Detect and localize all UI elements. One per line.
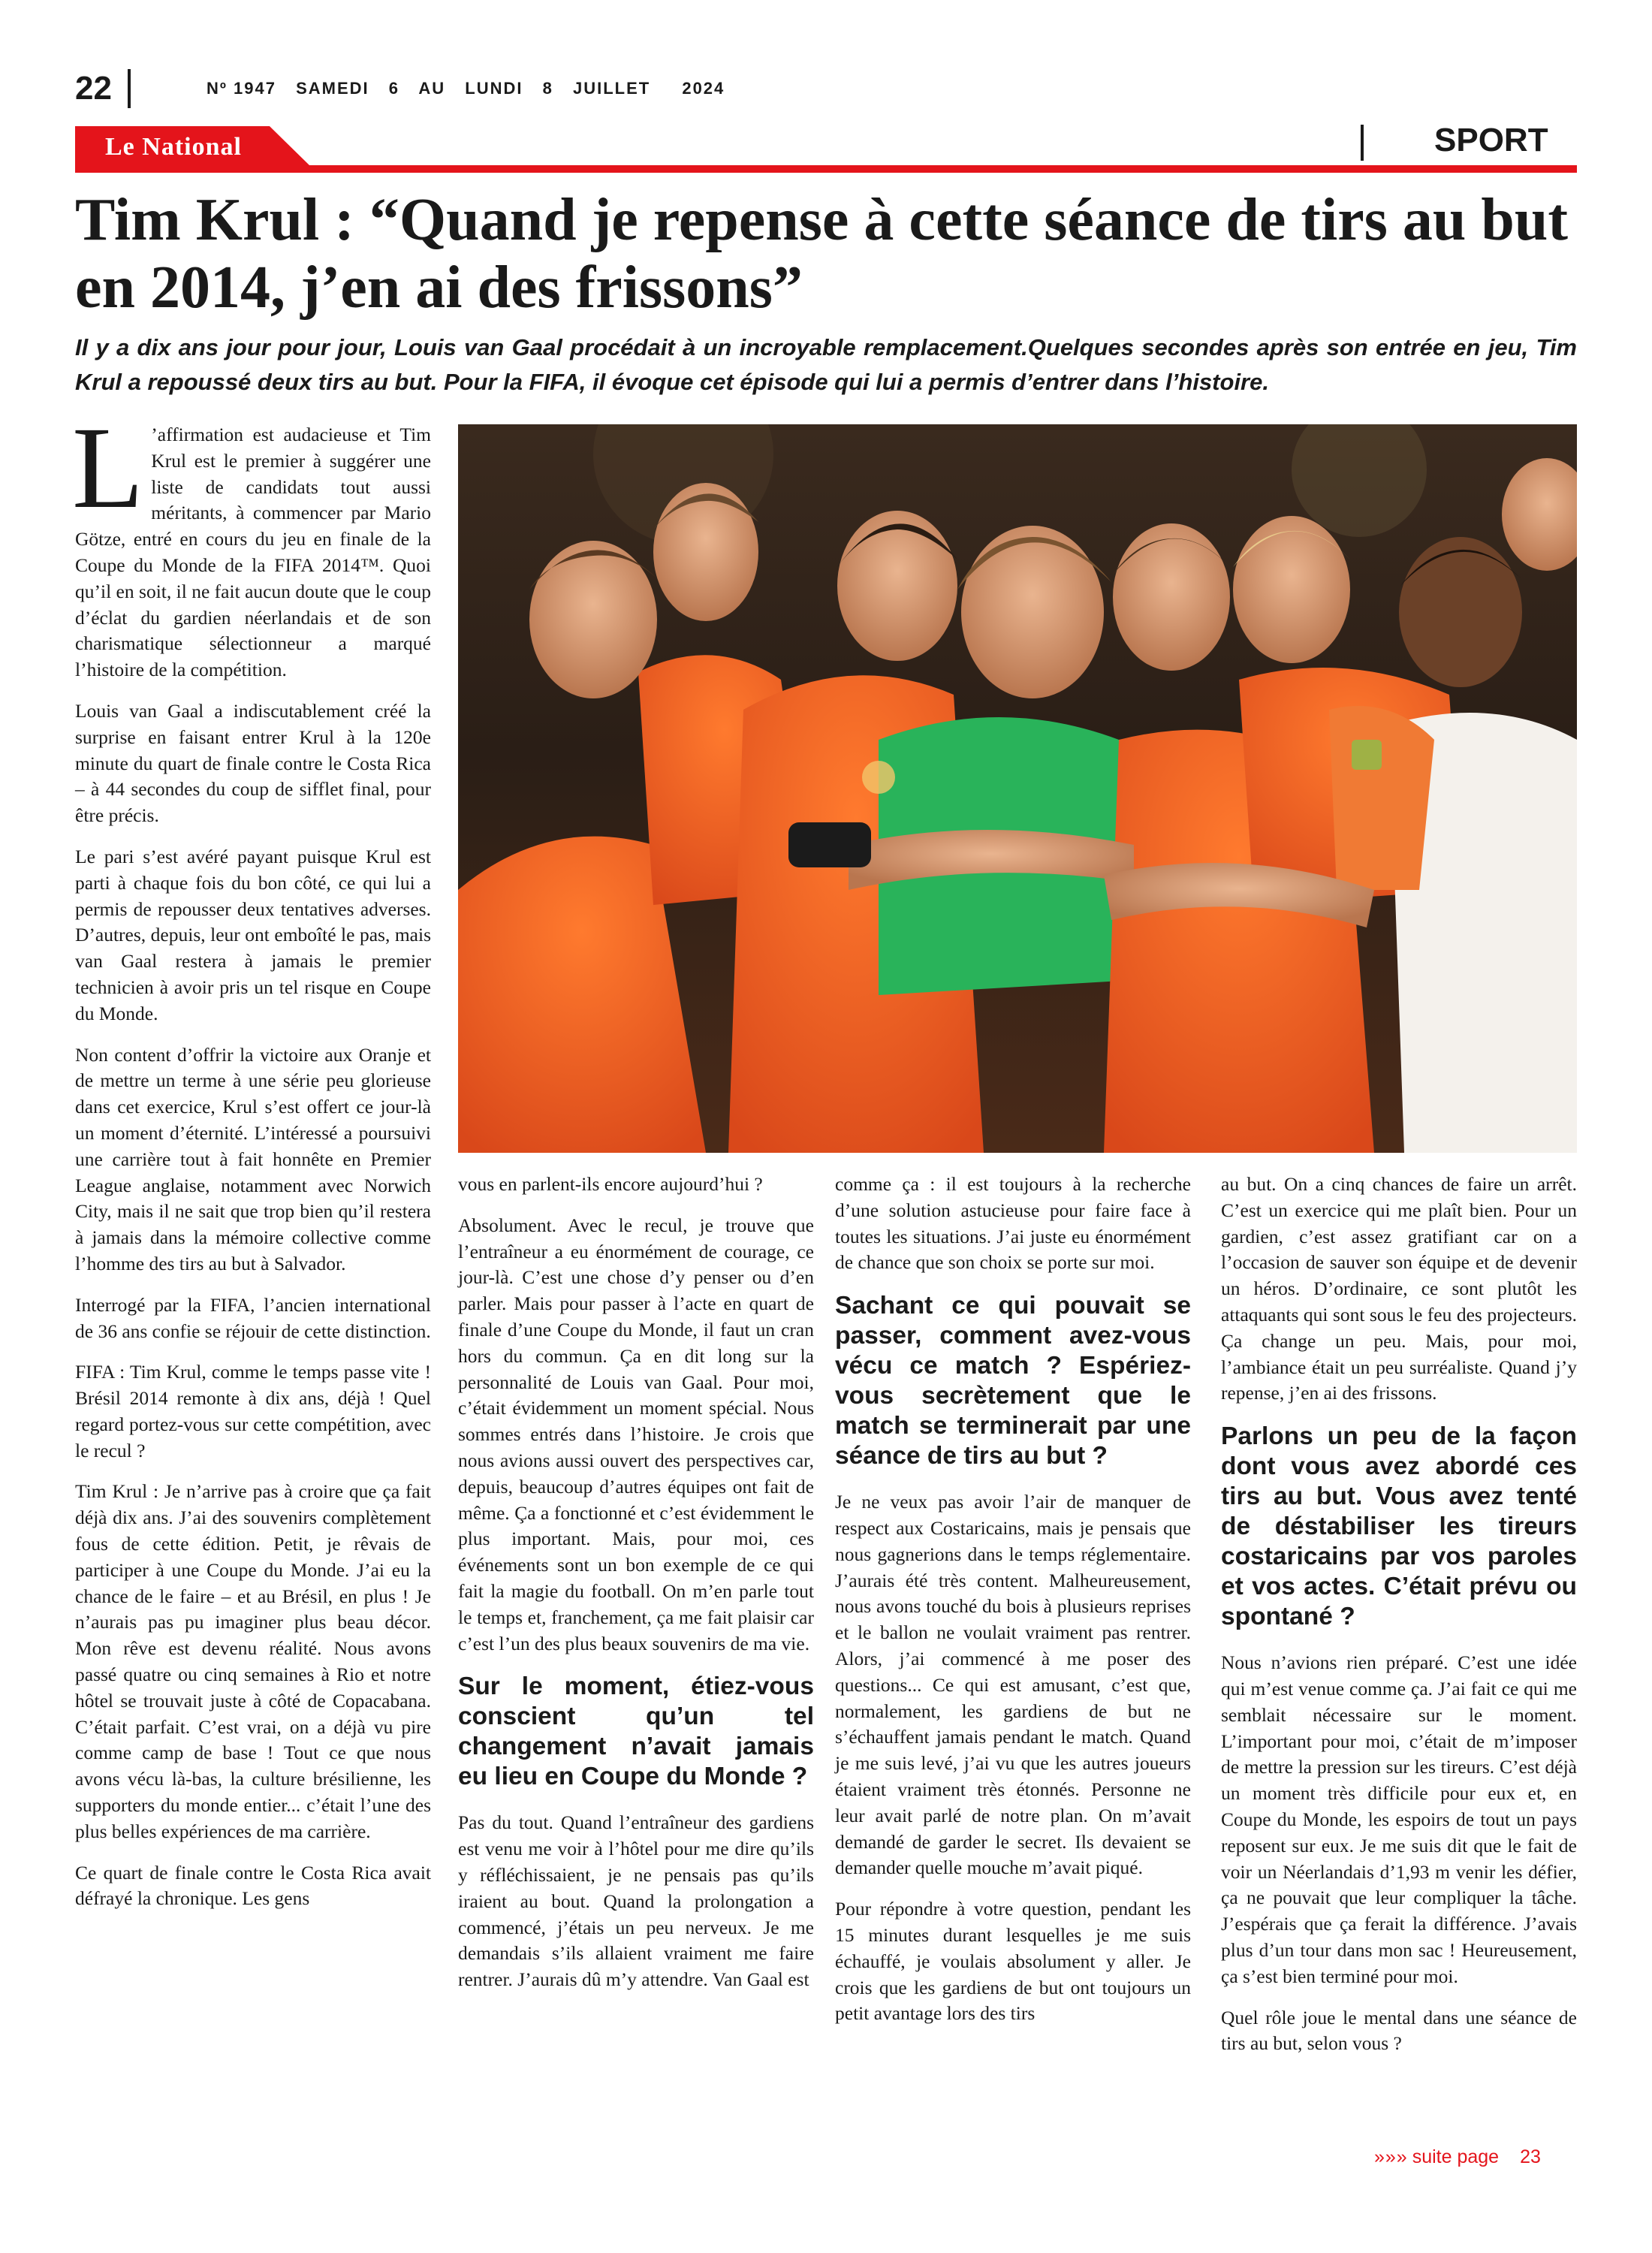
interview-question: vous en parlent-ils encore aujourd’hui ? bbox=[458, 1173, 763, 1195]
interview-question-heading: Sur le moment, étiez-vous conscient qu’un tel changement n’avait jamais eu lieu en Coupe du Monde ? bbox=[458, 1672, 814, 1791]
continuation-link[interactable] bbox=[1374, 2146, 1541, 2168]
page-number-divider bbox=[128, 69, 131, 108]
newspaper-brand: Le National bbox=[105, 133, 242, 161]
article-column-1 bbox=[72, 403, 431, 1927]
interview-answer: Nous n’avions rien préparé. C’est une idée qui m’est venue comme ça. J’ai fait ce qui me semblait nécessaire sur le moment. L’important pour moi, c’était de m’imposer de mettre la pression sur les tireurs. C’est déjà un moment très difficile pour eux et, en Coupe du Monde, les espoirs de tout un pays reposent sur eux. Je me suis dit que le fait de voir un Néerlandais d’1,93 m venir les défier, ça ne pouvait que leur compliquer la tâche. J’espérais que ça ferait la différence. J’avais plus d’un tour dans mon sac ! Heureusement, ça s’est bien terminé pour moi. bbox=[1221, 1651, 1577, 1987]
date-word: LUNDI bbox=[465, 79, 523, 98]
date-word: 8 bbox=[542, 79, 553, 98]
interview-answer: comme ça : il est toujours à la recherche d’une solution astucieuse pour faire face à toutes les situations. J’ai juste eu énormément de chance que son choix se porte sur moi. bbox=[835, 1173, 1191, 1274]
paragraph: Louis van Gaal a indiscutablement créé la surprise en faisant entrer Krul à la 120e minute du quart de finale contre le Costa Rica – à 44 secondes du coup de sifflet final, pour être précis. bbox=[75, 699, 431, 827]
paragraph-text: ’affirmation est audacieuse et Tim Krul est le premier à suggérer une liste de candidats tout aussi méritants, à commencer par Mario Götze, entré en cours du jeu en finale de la Coupe du Monde de la FIFA 2014™. Quoi qu’il en soit, il ne fait aucun doute que le coup d’éclat du gardien néerlandais et de son charismatique sélectionneur a marqué l’histoire de la compétition. bbox=[75, 424, 431, 681]
interview-answer: Je ne veux pas avoir l’air de manquer de respect aux Costaricains, mais je pensais que nous gagnerions dans le temps réglementaire. J’aurais été très content. Malheureusement, nous avons touché du bois à plusieurs reprises et le ballon ne voulait vraiment pas rentrer. Alors, j’ai commencé à me poser des questions... Ce qui est amusant, c’est que, normalement, les gardiens de but ne s’échauffent jamais pendant le match. Quand je me suis levé, j’ai vu que les autres joueurs étaient vraiment très étonnés. Personne ne leur avait parlé de notre plan. On m’avait demandé de garder le secret. Ils devaient se demander quelle mouche m’avait piqué. bbox=[835, 1491, 1191, 1879]
issue-number: Nº 1947 bbox=[206, 79, 276, 98]
article-column-2 bbox=[458, 1172, 814, 2008]
issue-date-line bbox=[206, 78, 738, 99]
date-word: AU bbox=[418, 79, 446, 98]
paragraph bbox=[72, 403, 431, 683]
drop-cap: L bbox=[72, 403, 144, 532]
continuation-text: suite page bbox=[1412, 2146, 1500, 2167]
page-number: 22 bbox=[75, 70, 112, 107]
interview-question-heading: Parlons un peu de la façon dont vous avez abordé ces tirs au but. Vous avez tenté de déstabiliser les tireurs costaricains par vos paroles et vos actes. C’était prévu ou spontané ? bbox=[1221, 1422, 1577, 1631]
interview-answer: au but. On a cinq chances de faire un arrêt. C’est un exercice qui me plaît bien. Pour un gardien, c’est assez gratifiant car on a l’occasion de sauver son équipe et de devenir un héros. D’ordinaire, ce sont plutôt les attaquants qui sont sous le feu des projecteurs. Ça change un peu. Mais, pour moi, l’ambiance était un peu surréaliste. Quand j’y repense, j’en ai des frissons. bbox=[1221, 1173, 1577, 1404]
date-word: 2024 bbox=[682, 79, 725, 98]
section-divider bbox=[1361, 125, 1364, 161]
date-word: 6 bbox=[388, 79, 400, 98]
headline: Tim Krul : “Quand je repense à cette séance de tirs au but en 2014, j’en ai des frissons” bbox=[75, 187, 1569, 321]
date-word: JUILLET bbox=[572, 79, 651, 98]
paragraph: Non content d’offrir la victoire aux Oranje et de mettre un terme à une série peu glorieuse dans cet exercice, Krul s’est offert ce jour-là un moment d’éternité. L’intéressé a poursuivi une carrière tout à fait honnête en Premier League anglaise, notamment avec Norwich City, mais il ne sait que trop bien qu’il restera à jamais dans la mémoire collective comme l’homme des tirs au but à Salvador. bbox=[75, 1043, 431, 1274]
article-column-3 bbox=[835, 1172, 1191, 2042]
paragraph: Interrogé par la FIFA, l’ancien international de 36 ans confie se réjouir de cette distinction. bbox=[75, 1293, 431, 1342]
interview-answer: Absolument. Avec le recul, je trouve que l’entraîneur a eu énormément de courage, ce jour-là. C’est une chose d’y penser ou d’en parler. Mais pour passer à l’acte en quart de finale d’une Coupe du Monde, il faut un cran hors du commun. Ça en dit long sur la personnalité de Louis van Gaal. Pour moi, c’était évidemment un moment spécial. Nous sommes entrés dans l’histoire. Je crois que nous avions aussi ouvert des perspectives car, depuis, beaucoup d’autres équipes ont fait de même. Ça a fonctionné et c’est évidemment le plus important. Mais, pour moi, ces événements sont un bon exemple de ce qui fait la magie du football. On m’en parle tout le temps et, franchement, ça me fait plaisir car c’est l’un des plus beaux souvenirs de ma vie. bbox=[458, 1214, 814, 1654]
date-word: SAMEDI bbox=[296, 79, 369, 98]
interview-question: FIFA : Tim Krul, comme le temps passe vite ! Brésil 2014 remonte à dix ans, déjà ! Quel regard portez-vous sur cette compétition, avec le recul ? bbox=[75, 1361, 431, 1461]
continuation-arrows-icon: »»» bbox=[1374, 2146, 1408, 2167]
interview-question-heading: Sachant ce qui pouvait se passer, comment avez-vous vécu ce match ? Espériez-vous secrètement que le match se terminerait par une séance de tirs au but ? bbox=[835, 1292, 1191, 1470]
continuation-page: 23 bbox=[1520, 2146, 1541, 2167]
interview-question: Ce quart de finale contre le Costa Rica avait défrayé la chronique. Les gens bbox=[75, 1861, 431, 1910]
interview-answer: Tim Krul : Je n’arrive pas à croire que ça fait déjà dix ans. J’ai des souvenirs complètement fous de cette édition. Petit, je rêvais de participer à une Coupe du Monde. J’ai eu la chance de le faire – et au Brésil, en plus ! Je n’aurais pas pu imaginer plus beau décor. Mon rêve est devenu réalité. Nous avons passé quatre ou cinq semaines à Rio et notre hôtel se trouvait juste à côté de Copacabana. C’était parfait. C’est vrai, on a déjà vu pire comme camp de base ! Tout ce que nous avons vécu là-bas, la culture brésilienne, les supporters du monde entier... c’était l’une des plus belles expériences de ma carrière. bbox=[75, 1480, 431, 1842]
paragraph: Le pari s’est avéré payant puisque Krul est parti à chaque fois du bon côté, ce qui lui a permis de repousser deux tentatives adverses. D’autres, depuis, leur ont emboîté le pas, mais van Gaal restera à jamais le premier technicien à avoir pris un tel risque en Coupe du Monde. bbox=[75, 845, 431, 1024]
interview-answer: Pour répondre à votre question, pendant les 15 minutes durant lesquelles je me suis échauffé, je voulais absolument y aller. Je crois que les gardiens de but ont toujours un petit avantage lors des tirs bbox=[835, 1898, 1191, 2025]
interview-answer: Pas du tout. Quand l’entraîneur des gardiens est venu me voir à l’hôtel pour me dire qu’ils y réfléchissaient, je ne pensais pas qu’ils iraient au bout. Quand la prolongation a commencé, j’étais un peu nerveux. Je me demandais s’ils allaient vraiment me faire rentrer. J’aurais dû m’y attendre. Van Gaal est bbox=[458, 1811, 814, 1991]
section-label: SPORT bbox=[1434, 122, 1548, 158]
article-deck: Il y a dix ans jour pour jour, Louis van Gaal procédait à un incroyable remplacement.Quelques secondes après son entrée en jeu, Tim Krul a repoussé deux tirs au but. Pour la FIFA, il évoque cet épisode qui lui a permis d’entrer dans l’histoire. bbox=[75, 334, 1577, 395]
interview-question: Quel rôle joue le mental dans une séance de tirs au but, selon vous ? bbox=[1221, 2006, 1577, 2055]
article-column-4 bbox=[1221, 1172, 1577, 2072]
team-celebration-photo bbox=[458, 424, 1577, 1153]
header-rule bbox=[75, 165, 1577, 173]
